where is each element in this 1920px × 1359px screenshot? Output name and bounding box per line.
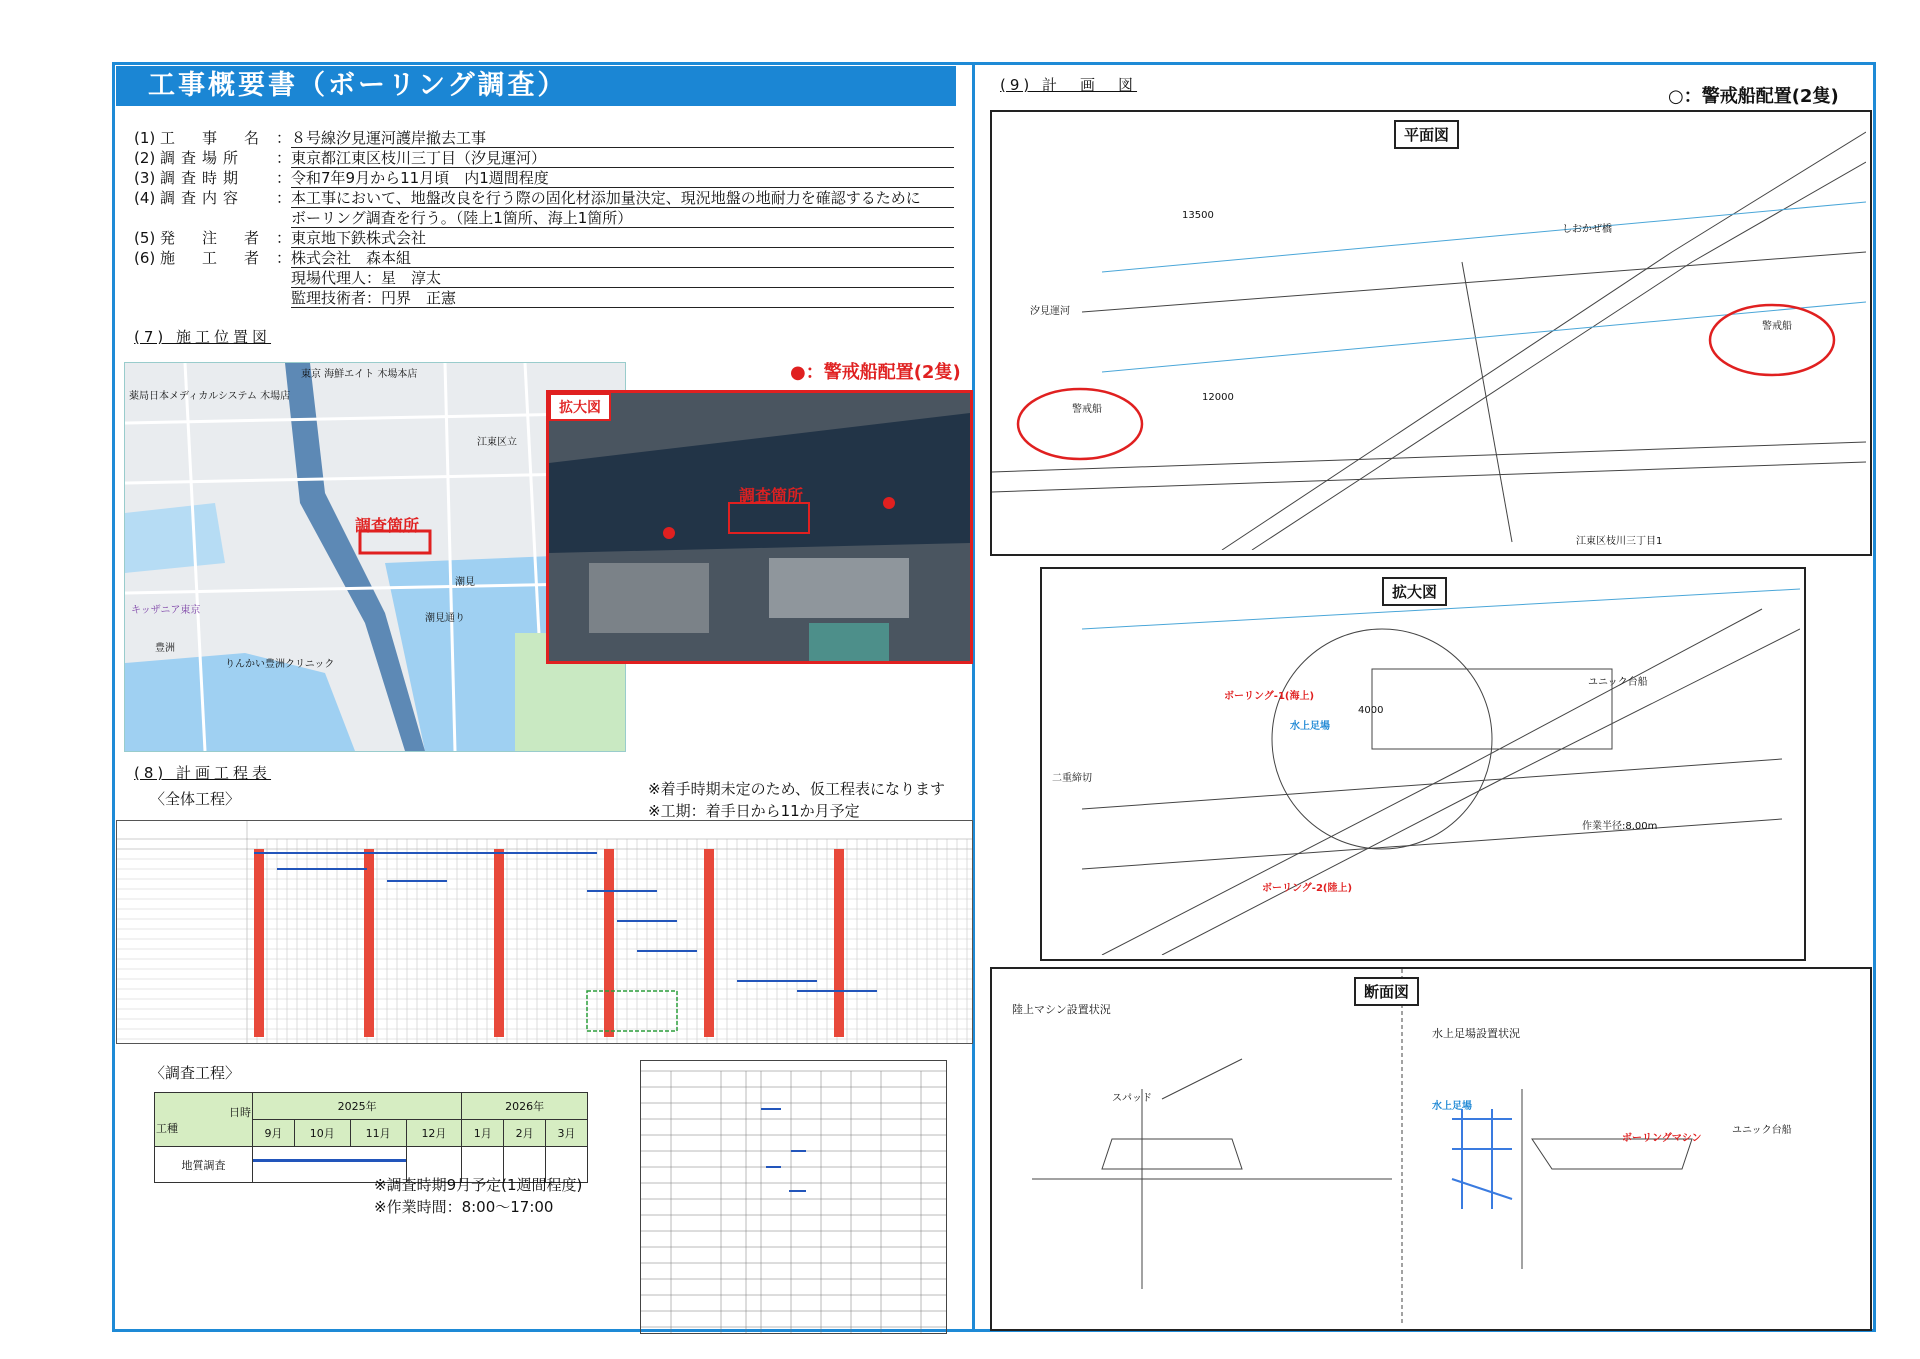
zoom-view-label: 拡大図 — [1382, 577, 1447, 606]
month-header: 9月 — [253, 1120, 295, 1147]
zoom-label: ボーリング-2(陸上) — [1262, 883, 1353, 894]
plan-label: 警戒船 — [1762, 321, 1792, 332]
schedule-note-2: ※工期：着手日から11か月予定 — [648, 802, 860, 820]
section-label: 陸上マシン設置状況 — [1012, 1003, 1111, 1016]
zoom-label: ユニック台船 — [1588, 677, 1648, 688]
survey-schedule-label: 〈調査工程〉 — [150, 1064, 241, 1082]
year-header: 2025年 — [253, 1093, 462, 1120]
overall-gantt-chart — [116, 820, 973, 1044]
plan-guard-legend: ○：警戒船配置(2隻) — [1668, 86, 1839, 107]
guard-boat-legend: ●：警戒船配置(2隻) — [790, 362, 961, 383]
plan-label: 汐見運河 — [1030, 306, 1070, 317]
overview-list — [134, 128, 954, 308]
zoom-label: 作業半径:8.00m — [1582, 821, 1658, 832]
task-cell: 地質調査 — [155, 1147, 253, 1183]
zoom-label: 4000 — [1358, 705, 1384, 716]
schedule-note-4: ※作業時間：8:00～17:00 — [374, 1198, 554, 1216]
satellite-inset — [546, 390, 973, 664]
section-label: ボーリングマシン — [1622, 1133, 1702, 1144]
section-label: スパッド — [1112, 1093, 1152, 1104]
table-header-date: 日時 — [229, 1105, 251, 1119]
month-header: 1月 — [462, 1120, 504, 1147]
plan-label: 警戒船 — [1072, 404, 1102, 415]
section-title-schedule: (8) 計画工程表 — [134, 764, 272, 782]
survey-schedule-table — [154, 1092, 588, 1183]
map-label: キッザニア東京 — [131, 605, 201, 616]
plan-label: 江東区枝川三丁目1 — [1576, 536, 1663, 547]
survey-site-label: 調査箇所 — [355, 516, 420, 535]
plan-view-label: 平面図 — [1394, 120, 1459, 149]
plan-label: 13500 — [1182, 210, 1214, 221]
section-title-plan: (9) 計 画 図 — [1000, 76, 1138, 94]
overview-row: (5) 発 注 者 ： 東京地下鉄株式会社 — [134, 228, 954, 248]
plan-view-panel — [990, 110, 1872, 556]
section-label: 水上足場設置状況 — [1432, 1027, 1520, 1040]
overview-row: (6) 施 工 者 ： 株式会社 森本組 — [134, 248, 954, 268]
zoom-inset-label: 拡大図 — [549, 393, 611, 421]
map-label: 潮見 — [455, 577, 475, 588]
overall-schedule-label: 〈全体工程〉 — [150, 790, 241, 808]
section-title-location: (7) 施工位置図 — [134, 328, 272, 346]
zoom-label: 水上足場 — [1290, 721, 1330, 732]
zoom-label: 二重締切 — [1052, 773, 1092, 784]
table-header-task: 工種 — [156, 1121, 178, 1135]
schedule-note-1: ※着手時期未定のため、仮工程表になります — [648, 780, 945, 798]
overview-row: (4) 調査内容 ： 本工事において、地盤改良を行う際の固化材添加量決定、現況地盤の地耐力を確認するために — [134, 188, 954, 208]
plan-label: しおかぜ橋 — [1562, 224, 1612, 235]
map-label: 豊洲 — [155, 643, 175, 654]
map-label: 潮見通り — [425, 613, 465, 624]
map-label: 薬局日本メディカルシステム 木場店 — [129, 391, 291, 402]
month-header: 2月 — [504, 1120, 546, 1147]
map-label: りんかい豊洲クリニック — [225, 659, 335, 670]
zoom-view-panel — [1040, 567, 1806, 961]
zoom-label: ボーリング-1(海上) — [1224, 691, 1315, 702]
section-view-label: 断面図 — [1354, 977, 1419, 1006]
month-header: 11月 — [350, 1120, 406, 1147]
survey-site-inset-label: 調査箇所 — [739, 486, 804, 505]
overview-row: ボーリング調査を行う。（陸上1箇所、海上1箇所） — [134, 208, 954, 228]
detailed-schedule-sheet — [640, 1060, 947, 1334]
overview-row: (3) 調査時期 ： 令和7年9月から11月頃 内1週間程度 — [134, 168, 954, 188]
overview-row: (2) 調査場所 ： 東京都江東区枝川三丁目（汐見運河） — [134, 148, 954, 168]
page-divider — [972, 62, 975, 1332]
month-header: 10月 — [294, 1120, 350, 1147]
year-header: 2026年 — [462, 1093, 588, 1120]
overview-row: 現場代理人：星 淳太 — [134, 268, 954, 288]
schedule-note-3: ※調査時期9月予定(1週間程度) — [374, 1176, 583, 1194]
section-view-panel — [990, 967, 1872, 1331]
plan-label: 12000 — [1202, 392, 1234, 403]
page-title: 工事概要書（ボーリング調査） — [116, 66, 956, 106]
overview-row: 監理技術者：円界 正憲 — [134, 288, 954, 308]
section-label: ユニック台船 — [1732, 1125, 1792, 1136]
month-header: 12月 — [406, 1120, 462, 1147]
map-label: 江東区立 — [477, 437, 517, 448]
month-header: 3月 — [546, 1120, 588, 1147]
overview-row: (1) 工 事 名 ： ８号線汐見運河護岸撤去工事 — [134, 128, 954, 148]
section-label: 水上足場 — [1432, 1101, 1472, 1112]
map-label: 東京 海鮮エイト 木場本店 — [301, 369, 418, 380]
